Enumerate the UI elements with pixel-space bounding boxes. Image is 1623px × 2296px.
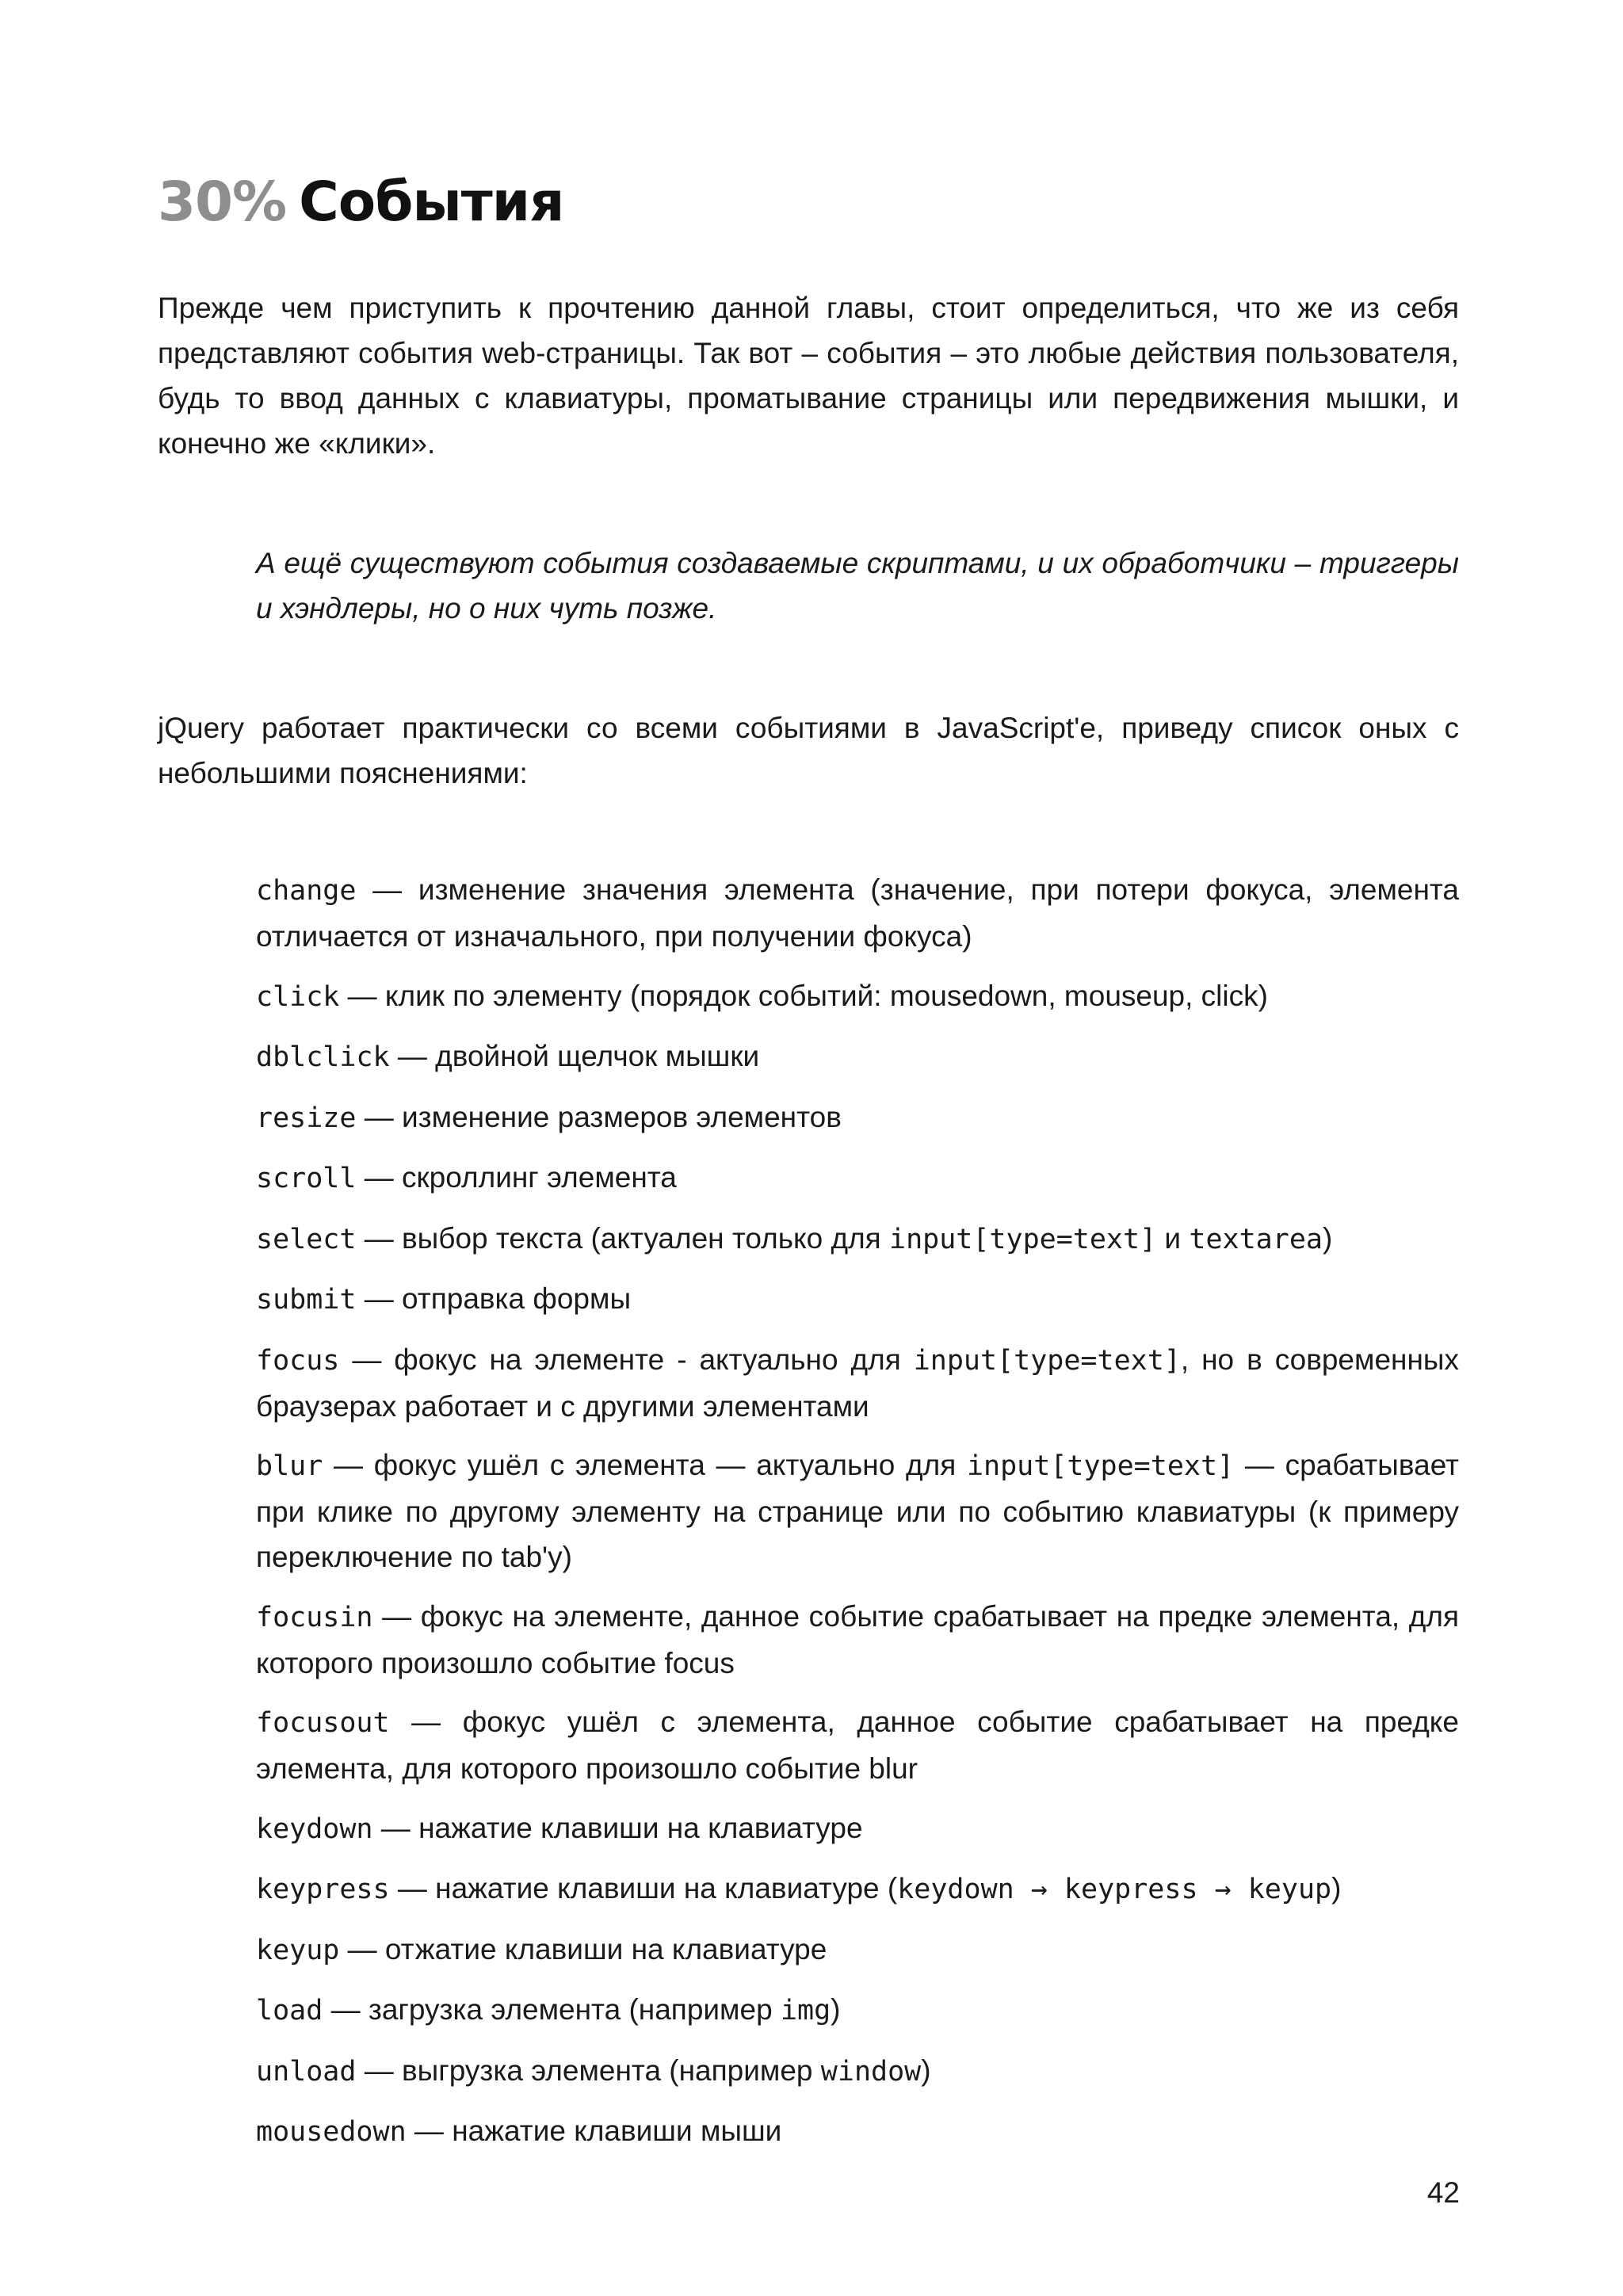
event-item-focus [256, 1337, 1459, 1429]
event-description: — отжатие клавиши на клавиатуре [339, 1932, 827, 1966]
event-description: — изменение значения элемента (значение, при потери фокуса, элемента отличается от изначального, при получении фокуса) [256, 873, 1459, 953]
event-item-mousedown [256, 2108, 1459, 2155]
event-item-unload [256, 2048, 1459, 2095]
event-item-keypress [256, 1866, 1459, 1912]
event-item-focusout [256, 1699, 1459, 1791]
inline-code: window [820, 2055, 922, 2088]
inline-code: textarea [1189, 1223, 1323, 1255]
event-description-end: ) [1331, 1872, 1342, 1904]
event-name: mousedown [256, 2116, 407, 2148]
event-description-end: ) [921, 2053, 931, 2087]
event-description-cont: , но в современных браузерах работает и с другими элементами [256, 1343, 1459, 1423]
event-name: blur [256, 1450, 323, 1482]
event-name: focusout [256, 1707, 390, 1739]
event-name: unload [256, 2055, 357, 2088]
event-name: keyup [256, 1934, 340, 1966]
event-description: — загрузка элемента (например [323, 1993, 781, 2026]
inline-code: input[type=text] [966, 1450, 1235, 1482]
event-name: click [256, 980, 340, 1013]
event-description: — нажатие клавиши на клавиатуре [372, 1811, 863, 1844]
event-name: scroll [256, 1163, 357, 1194]
event-name: focus [256, 1344, 340, 1377]
inline-code: keydown → keypress → keyup [897, 1874, 1332, 1905]
event-item-blur [256, 1442, 1459, 1580]
intro-paragraph: Прежде чем приступить к прочтению данной главы, стоит определиться, что же из себя представляют события web-страницы. Так вот – события – это любые действия пользователя, будь то ввод данных с клавиатуры, проматывание страницы или передвижения мышки, и конечно же «клики». [158, 292, 1459, 460]
event-item-scroll [256, 1155, 1459, 1201]
event-item-load [256, 1987, 1459, 2034]
event-description-end: ) [831, 1993, 841, 2026]
event-description: — клик по элементу (порядок событий: mousedown, mouseup, click) [339, 979, 1268, 1012]
event-description: — фокус ушёл с элемента — актуально для [323, 1449, 967, 1481]
event-description: — изменение размеров элементов [356, 1100, 842, 1133]
event-description: — фокус на элементе - актуально для [339, 1343, 914, 1376]
list-intro-paragraph: jQuery работает практически со всеми событиями в JavaScript'e, приведу список оных с небольшими пояснениями: [158, 712, 1459, 789]
event-description: — выбор текста (актуален только для [356, 1221, 889, 1255]
event-name: dblclick [256, 1041, 390, 1073]
event-description: — скроллинг элемента [356, 1161, 677, 1194]
progress-percent: 30% [158, 170, 287, 234]
event-name: resize [256, 1102, 357, 1134]
event-description-end: ) [1322, 1221, 1333, 1255]
page-number: 42 [1426, 2176, 1460, 2209]
chapter-title: События [299, 170, 564, 234]
event-list [256, 867, 1459, 2169]
inline-code: img [780, 1995, 831, 2027]
event-name: focusin [256, 1601, 373, 1633]
event-name: keypress [256, 1874, 390, 1905]
inline-code: input[type=text] [913, 1344, 1181, 1377]
inline-code: input[type=text] [889, 1223, 1157, 1255]
event-name: change [256, 875, 357, 907]
event-name: select [256, 1223, 357, 1255]
event-item-dblclick [256, 1033, 1459, 1080]
event-item-keydown [256, 1805, 1459, 1852]
note-paragraph: А ещё существуют события создаваемые скриптами, и их обработчики – триггеры и хэндлеры, но о них чуть позже. [256, 547, 1459, 625]
event-description-cont: — срабатывает при клике по другому элементу на странице или по событию клавиатуры (к примеру переключение по tab'у) [256, 1449, 1459, 1573]
event-description: — фокус на элементе, данное событие срабатывает на предке элемента, для которого произошло событие focus [256, 1599, 1459, 1679]
event-item-focusin [256, 1594, 1459, 1686]
event-description: — выгрузка элемента (например [356, 2053, 821, 2087]
event-name: submit [256, 1284, 357, 1316]
event-description: — фокус ушёл с элемента, данное событие срабатывает на предке элемента, для которого произошло событие blur [256, 1706, 1459, 1785]
event-item-submit [256, 1276, 1459, 1323]
chapter-heading [158, 162, 563, 242]
event-description: — отправка формы [356, 1282, 632, 1315]
event-item-resize [256, 1095, 1459, 1141]
event-item-select [256, 1216, 1459, 1263]
event-item-keyup [256, 1927, 1459, 1973]
event-name: keydown [256, 1813, 373, 1845]
event-name: load [256, 1995, 323, 2027]
event-description-cont: и [1156, 1221, 1190, 1255]
event-description: — двойной щелчок мышки [389, 1040, 760, 1072]
event-item-click [256, 973, 1459, 1020]
event-description: — нажатие клавиши на клавиатуре ( [389, 1872, 898, 1904]
event-item-change [256, 867, 1459, 959]
event-description: — нажатие клавиши мыши [406, 2115, 782, 2147]
